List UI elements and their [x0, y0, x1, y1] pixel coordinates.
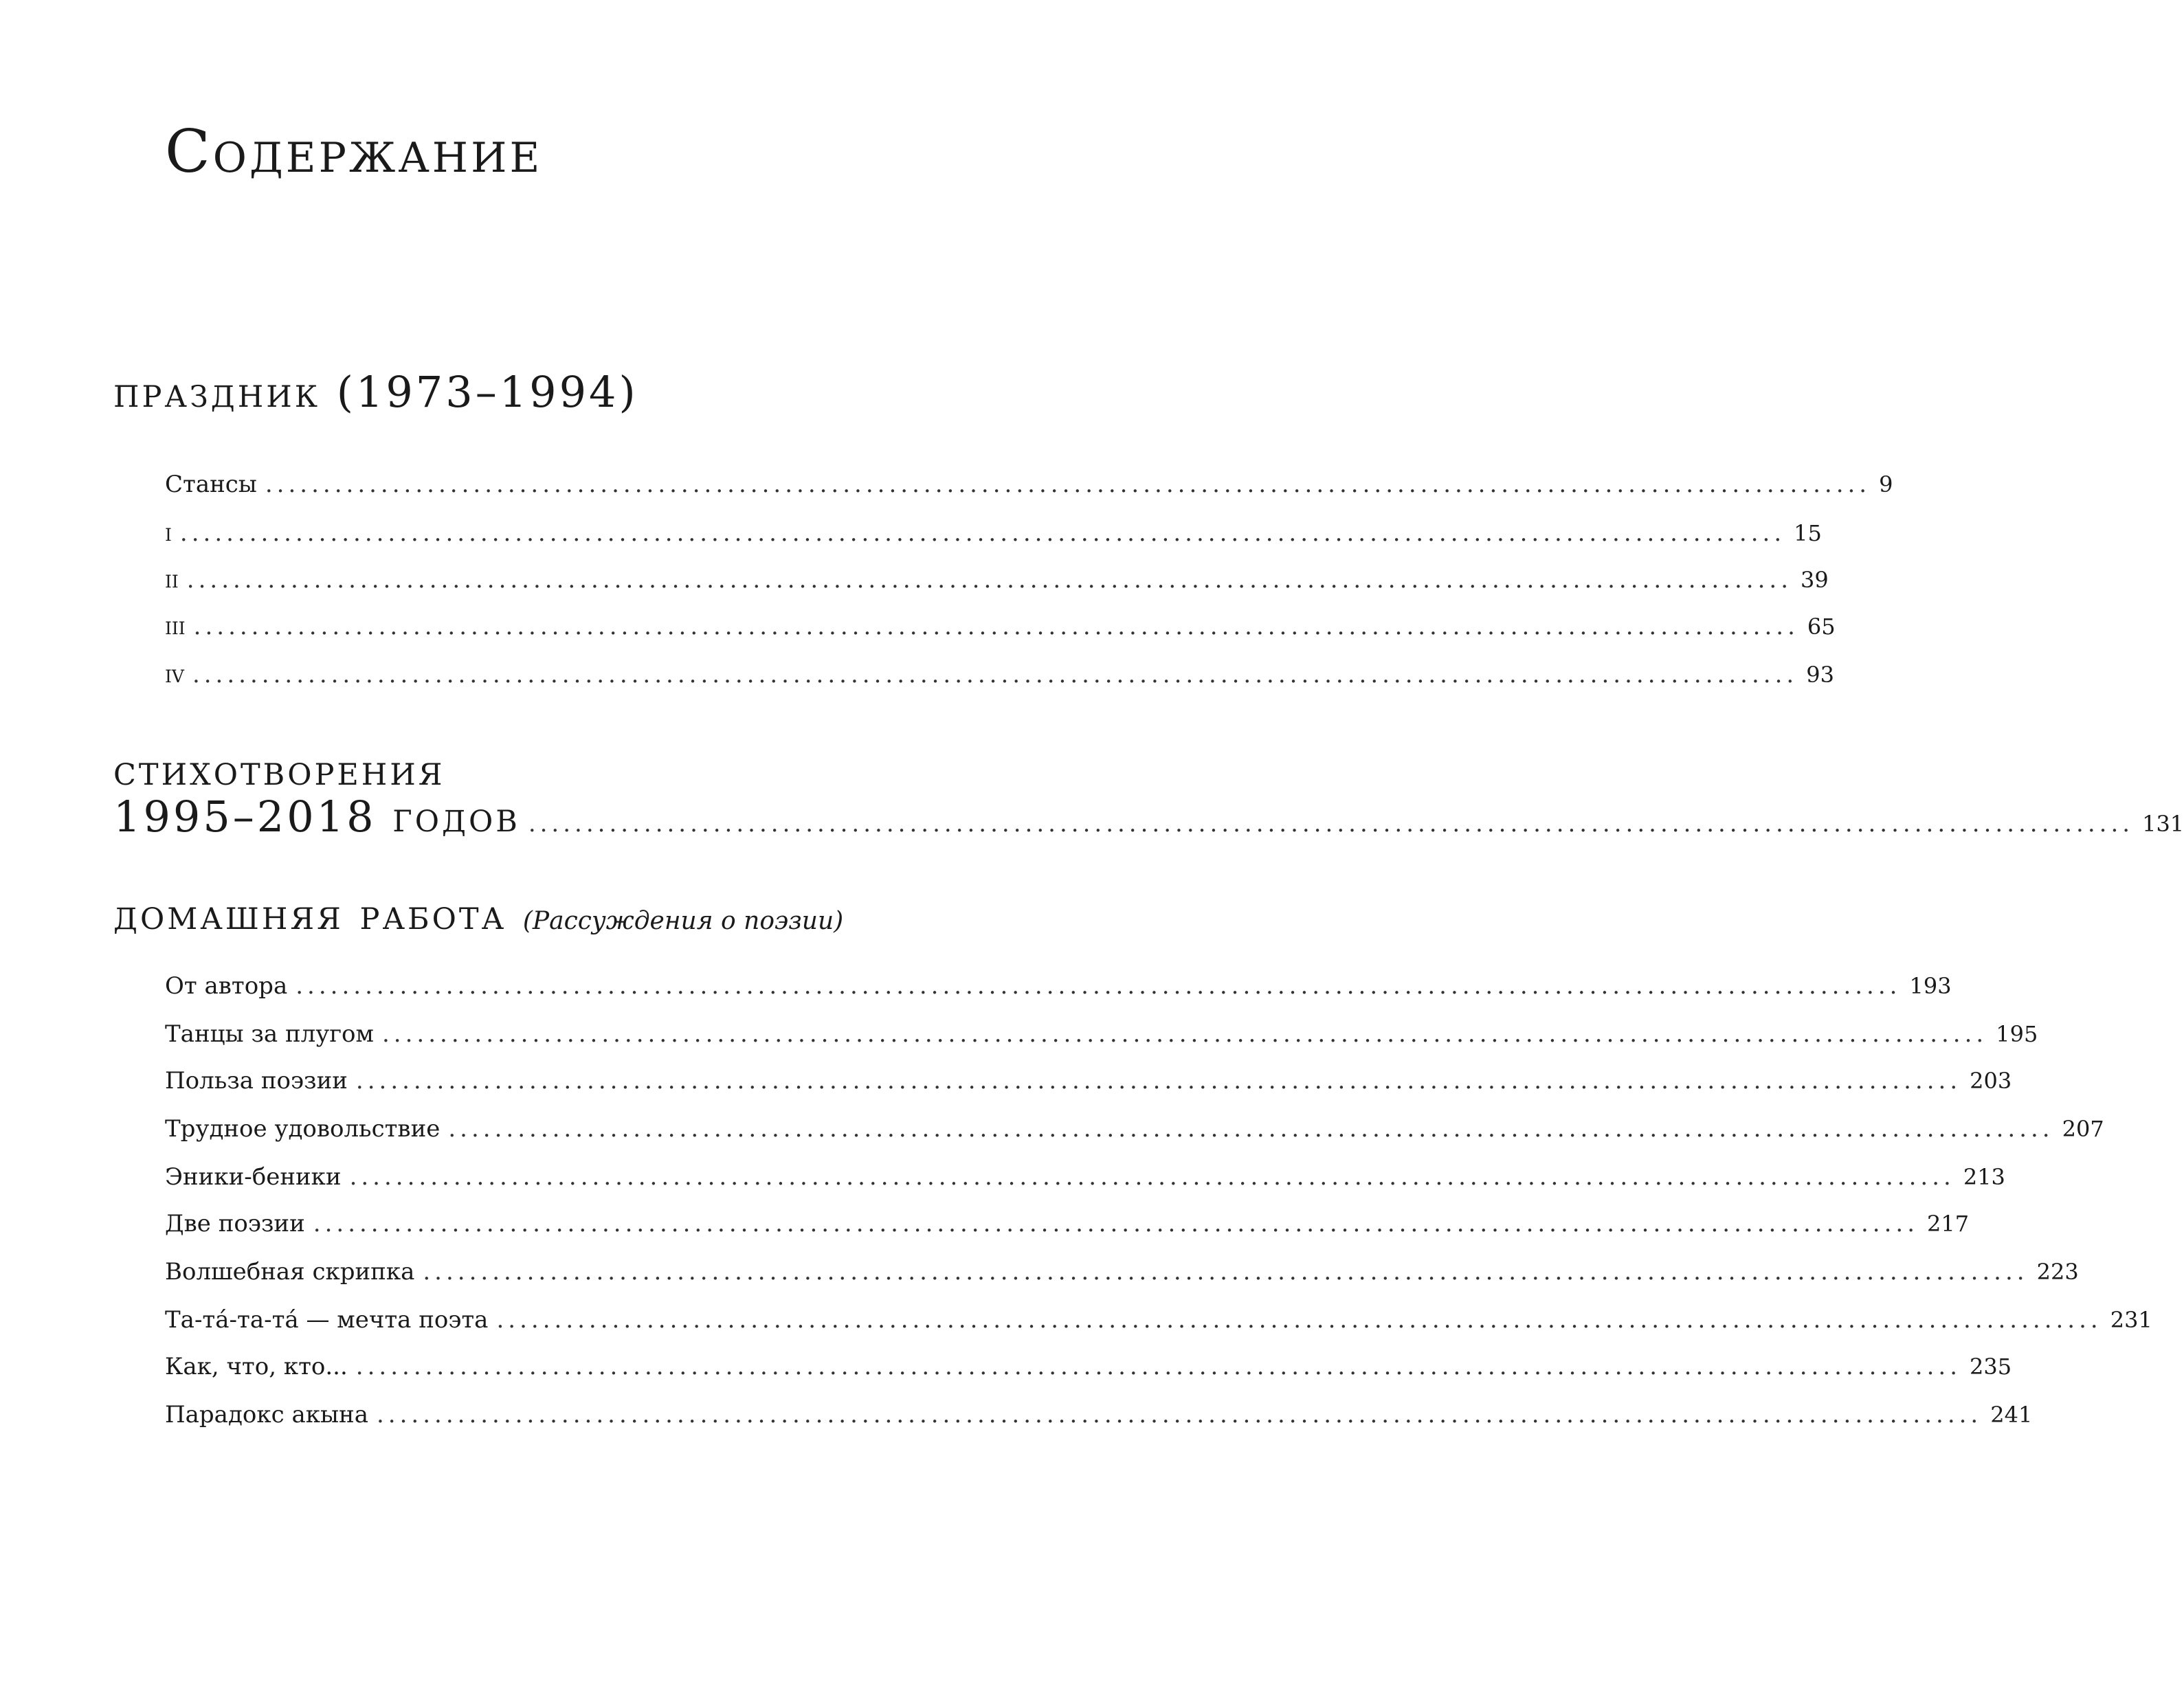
- toc-entry-label: Та-тá-та-тá — мечта поэта: [165, 1306, 489, 1334]
- toc-entry-page: 39: [1801, 567, 1829, 593]
- dot-leader: ...........................................................................................................................................: [528, 810, 2135, 838]
- toc-entry-label: Эники-беники: [165, 1163, 342, 1191]
- dot-leader: ...........................................................................................................................................: [265, 471, 1871, 498]
- dot-leader: ...........................................................................................................................................: [423, 1258, 2029, 1286]
- section-heading-years: 1995–2018 годов: [113, 792, 520, 842]
- toc-entry-label: Как, что, кто...: [165, 1353, 348, 1380]
- toc-entry-label: Трудное удовольствие: [165, 1115, 441, 1143]
- toc-entry-part-1[interactable]: [165, 519, 1822, 547]
- toc-entry-kak-chto-kto[interactable]: [165, 1353, 2012, 1380]
- toc-entry-label: Стансы: [165, 471, 257, 498]
- dot-leader: ...........................................................................................................................................: [448, 1115, 2054, 1143]
- toc-entry-page: 223: [2036, 1259, 2079, 1285]
- toc-entry-part-2[interactable]: [165, 565, 1829, 594]
- toc-entry-stansy[interactable]: [165, 471, 1893, 498]
- toc-entry-page: 65: [1807, 614, 1836, 640]
- toc-entry-part-4[interactable]: [165, 660, 1834, 688]
- toc-entry-ta-ta[interactable]: [165, 1306, 2152, 1334]
- toc-entry-label: i: [165, 519, 172, 547]
- toc-entry-page: 203: [1970, 1068, 2012, 1094]
- section-subheading: (Рассуждения о поэзии): [522, 907, 844, 935]
- toc-entry-page: 93: [1806, 662, 1834, 688]
- dot-leader: ...........................................................................................................................................: [496, 1306, 2102, 1334]
- section-heading-label: домашняя работа: [113, 889, 507, 939]
- toc-entry-label: iii: [165, 612, 186, 640]
- dot-leader: ...........................................................................................................................................: [313, 1210, 1919, 1237]
- toc-entry-eniki[interactable]: [165, 1163, 2005, 1191]
- toc-entry-paradoks[interactable]: [165, 1401, 2033, 1428]
- toc-entry-page: 213: [1963, 1164, 2005, 1190]
- toc-entry-page: 231: [2110, 1307, 2152, 1333]
- toc-entry-page: 15: [1794, 520, 1822, 546]
- toc-entry-label: Польза поэзии: [165, 1067, 348, 1095]
- section-heading-prazdnik: праздник (1973–1994): [113, 367, 638, 417]
- dot-leader: ...........................................................................................................................................: [349, 1163, 1955, 1191]
- toc-entry-page: 207: [2062, 1116, 2104, 1142]
- section-heading-stikhotvoreniya: стихотворения: [113, 745, 445, 795]
- dot-leader: ...........................................................................................................................................: [355, 1067, 1962, 1095]
- toc-entry-page: 241: [1990, 1402, 2033, 1428]
- toc-entry-label: iv: [165, 660, 184, 688]
- section-heading-domashnyaya: [113, 889, 844, 939]
- dot-leader: ...........................................................................................................................................: [192, 661, 1798, 688]
- dot-leader: ...........................................................................................................................................: [296, 972, 1902, 1000]
- toc-entry-polza[interactable]: [165, 1067, 2012, 1095]
- toc-entry-trudnoe[interactable]: [165, 1115, 2104, 1143]
- toc-entry-label: Парадокс акына: [165, 1401, 368, 1428]
- dot-leader: ...........................................................................................................................................: [376, 1401, 1983, 1428]
- dot-leader: ...........................................................................................................................................: [186, 566, 1793, 594]
- toc-entry-part-3[interactable]: [165, 612, 1836, 640]
- toc-entry-ot-avtora[interactable]: [165, 972, 1952, 1000]
- dot-leader: ...........................................................................................................................................: [193, 613, 1799, 640]
- toc-entry-dve-poezii[interactable]: [165, 1210, 1970, 1237]
- toc-entry-stikhotvoreniya[interactable]: [113, 792, 2184, 842]
- toc-entry-label: ii: [165, 565, 179, 594]
- page-title: Содержание: [165, 117, 543, 186]
- toc-entry-page: 235: [1970, 1354, 2012, 1380]
- toc-entry-page: 217: [1927, 1211, 1970, 1237]
- toc-entry-label: Две поэзии: [165, 1210, 305, 1237]
- toc-entry-skripka[interactable]: [165, 1258, 2079, 1286]
- toc-entry-page: 195: [1996, 1021, 2038, 1047]
- toc-entry-label: Танцы за плугом: [165, 1020, 374, 1048]
- toc-entry-page: 9: [1879, 471, 1893, 497]
- dot-leader: ...........................................................................................................................................: [381, 1020, 1988, 1048]
- toc-entry-label: Волшебная скрипка: [165, 1258, 415, 1286]
- toc-entry-page: 193: [1909, 973, 1952, 999]
- toc-entry-tantsy[interactable]: [165, 1020, 2038, 1048]
- dot-leader: ...........................................................................................................................................: [355, 1353, 1962, 1380]
- toc-entry-page: 131: [2142, 811, 2184, 837]
- toc-entry-label: От автора: [165, 972, 288, 1000]
- dot-leader: ...........................................................................................................................................: [179, 519, 1786, 547]
